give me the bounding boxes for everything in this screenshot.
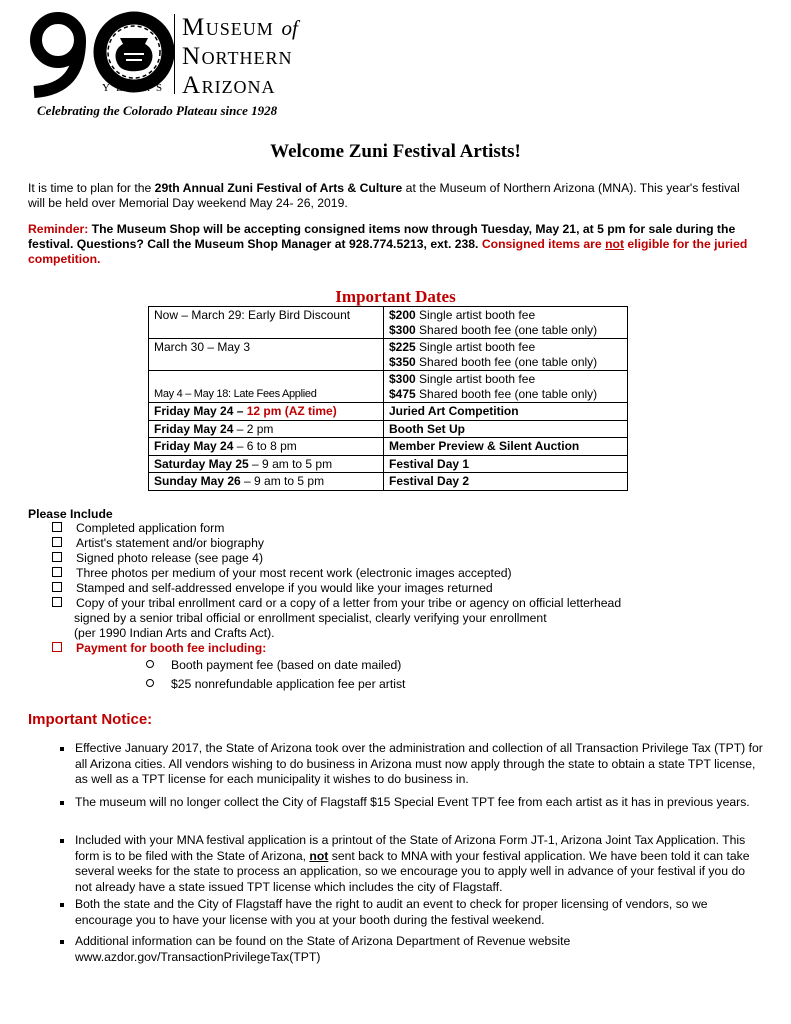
circle-bullet-icon <box>146 660 154 668</box>
dates-title: Important Dates <box>335 287 456 306</box>
table-row <box>149 307 628 339</box>
checklist-item: Three photos per medium of your most recent work (electronic images accepted) <box>52 566 512 581</box>
name-l3-small: RIZONA <box>201 77 276 97</box>
include-heading: Please Include <box>28 507 113 521</box>
date-cell: Friday May 24 – 6 to 8 pm <box>149 438 384 456</box>
date-cell: Saturday May 25 – 9 am to 5 pm <box>149 455 384 473</box>
checklist-item: Artist's statement and/or biography <box>52 536 264 551</box>
date-cell: Friday May 24 – 2 pm <box>149 420 384 438</box>
circle-bullet-icon <box>146 679 154 687</box>
table-row <box>149 371 628 403</box>
notice-bullet: The museum will no longer collect the City of Flagstaff $15 Special Event TPT fee from each artist as it has in previous years. <box>75 795 765 811</box>
checklist-item: Stamped and self-addressed envelope if you would like your images returned <box>52 581 493 596</box>
fee-cell: $225 Single artist booth fee $350 Shared booth fee (one table only) <box>384 339 628 371</box>
fee-cell: $200 Single artist booth fee $300 Shared booth fee (one table only) <box>384 307 628 339</box>
checkbox-icon <box>52 642 62 652</box>
checklist-item: Completed application form <box>52 521 224 536</box>
name-l2-small: ORTHERN <box>201 48 293 68</box>
event-cell: Festival Day 1 <box>384 455 628 473</box>
notice-heading: Important Notice: <box>28 711 153 728</box>
intro-paragraph: It is time to plan for the 29th Annual Zuni Festival of Arts & Culture at the Museum of Northern Arizona (MNA). This year's festival will be held over Memorial Day weekend May 24- 26, 2019. <box>28 181 740 210</box>
bullet-icon <box>60 903 64 907</box>
page-title: Welcome Zuni Festival Artists! <box>270 141 521 162</box>
table-row <box>149 438 628 456</box>
event-cell: Member Preview & Silent Auction <box>384 438 628 456</box>
date-cell: Friday May 24 – 12 pm (AZ time) <box>149 403 384 421</box>
event-cell: Booth Set Up <box>384 420 628 438</box>
checkbox-icon <box>52 567 62 577</box>
name-l3-big: A <box>182 72 202 99</box>
checklist-item: Payment for booth fee including: <box>52 641 266 656</box>
checklist-item: Signed photo release (see page 4) <box>52 551 263 566</box>
notice-bullet: Both the state and the City of Flagstaff have the right to audit an event to check for proper licensing of vendors, so we encourage you to have your license with you at your booth during the festival weekend. <box>75 897 765 928</box>
tagline: Celebrating the Colorado Plateau since 1928 <box>37 103 278 118</box>
checklist-item-cont: (per 1990 Indian Arts and Crafts Act). <box>74 626 275 640</box>
date-cell: Now – March 29: Early Bird Discount <box>149 307 384 339</box>
event-cell: Juried Art Competition <box>384 403 628 421</box>
table-row <box>149 339 628 371</box>
checkbox-icon <box>52 597 62 607</box>
bullet-icon <box>60 839 64 843</box>
checkbox-icon <box>52 537 62 547</box>
notice-bullet: Additional information can be found on the State of Arizona Department of Revenue website www.azdor.gov/TransactionPrivilegeTax(TPT) <box>75 934 765 965</box>
logo-years-text: YEARS <box>102 82 169 94</box>
table-row <box>149 473 628 491</box>
checkbox-icon <box>52 582 62 592</box>
date-cell: May 4 – May 18: Late Fees Applied <box>149 371 384 403</box>
sub-item: Booth payment fee (based on date mailed) <box>146 658 401 673</box>
logo-divider <box>174 14 175 94</box>
bullet-icon <box>60 801 64 805</box>
event-cell: Festival Day 2 <box>384 473 628 491</box>
table-row <box>149 455 628 473</box>
reminder-paragraph: Reminder: The Museum Shop will be accepting consigned items now through Tuesday, May 21, at 5 pm for sale during the festival. Questions? Call the Museum Shop Manager at 928.774.5213, ext. 238. Consigned items are not eligible for the juried competition. <box>28 222 748 266</box>
notice-bullet: Effective January 2017, the State of Arizona took over the administration and collection of all Transaction Privilege Tax (TPT) for all Arizona cities. All vendors wishing to do business in Arizona must now apply through the state to obtain a state TPT license, as well as a TPT license for each municipality it wishes to do business in. <box>75 741 765 788</box>
name-l2-big: N <box>182 43 202 70</box>
notice-bullet: Included with your MNA festival application is a printout of the State of Arizona Form JT-1, Arizona Joint Tax Application. This form is to be filed with the State of Arizona, not sent back to MNA with your festival application. We have been told it can take several weeks for the state to process an application, so we encourage you to apply well in advance of your festival if you do not already have a state issued TPT license which includes the city of Flagstaff. <box>75 833 765 896</box>
sub-item: $25 nonrefundable application fee per artist <box>146 677 405 692</box>
bullet-icon <box>60 747 64 751</box>
checklist-item: Copy of your tribal enrollment card or a copy of a letter from your tribe or agency on official letterhead <box>52 596 621 611</box>
date-cell: March 30 – May 3 <box>149 339 384 371</box>
name-l1-of: of <box>281 16 298 40</box>
website-link[interactable]: www.azdor.gov/TransactionPrivilegeTax(TPT) <box>75 949 321 964</box>
checklist-item-cont: signed by a senior tribal official or enrollment specialist, clearly verifying your enrollment <box>74 611 547 625</box>
name-l1-small: USEUM <box>205 19 274 39</box>
table-row <box>149 420 628 438</box>
fee-cell: $300 Single artist booth fee $475 Shared booth fee (one table only) <box>384 371 628 403</box>
museum-name <box>182 14 298 101</box>
important-dates-table <box>148 306 628 491</box>
bullet-icon <box>60 940 64 944</box>
date-cell: Sunday May 26 – 9 am to 5 pm <box>149 473 384 491</box>
checkbox-icon <box>52 552 62 562</box>
name-l1-big: M <box>182 14 206 41</box>
table-row <box>149 403 628 421</box>
checkbox-icon <box>52 522 62 532</box>
